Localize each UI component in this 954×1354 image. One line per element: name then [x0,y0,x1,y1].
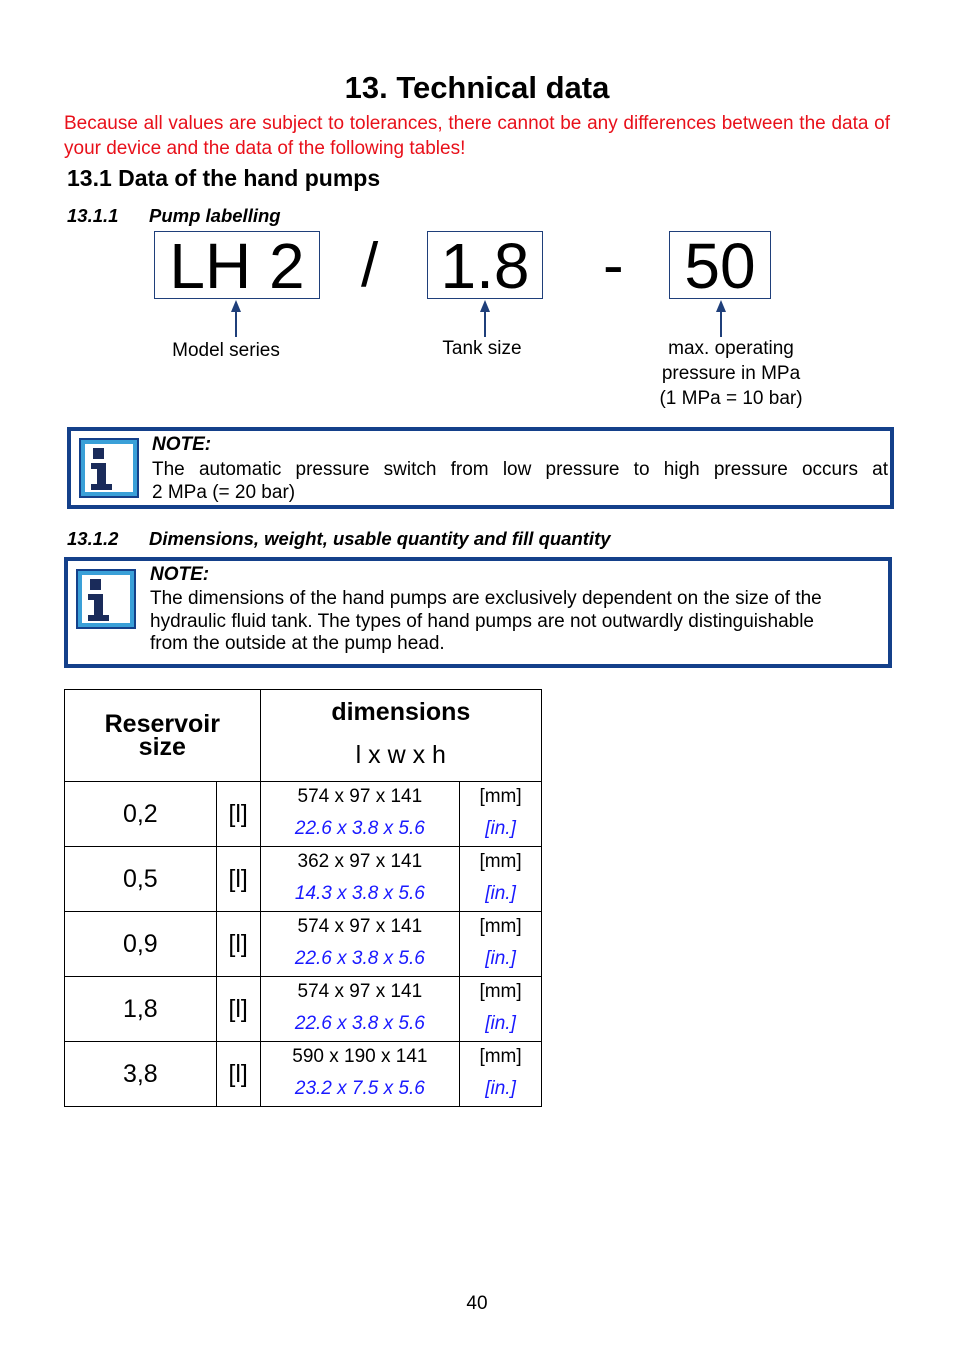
dimension-mm: 574 x 97 x 141 [297,786,423,807]
dimension-in: 23.2 x 7.5 x 5.6 [294,1078,425,1099]
reservoir-unit-cell: [l] [216,1042,260,1107]
dimension-mm: 574 x 97 x 141 [297,981,423,1002]
dimension-mm: 590 x 190 x 141 [292,1046,428,1067]
column-header-dimensions [260,690,541,782]
subsection-number: 13.1.1 [67,205,119,226]
info-icon [79,438,139,498]
unit-mm: [mm] [479,1046,522,1067]
caption-tank-size: Tank size [442,338,522,359]
reservoir-size-cell: 3,8 [65,1042,217,1107]
dimension-unit-cell [460,912,542,977]
caption-pressure [631,336,831,411]
unit-in: [in.] [485,818,516,839]
note-line: The dimensions of the hand pumps are exclusively dependent on the size of the [150,588,822,609]
subsection-title: Dimensions, weight, usable quantity and fill quantity [149,528,611,549]
header-line: dimensions [331,698,471,726]
dimension-mm: 362 x 97 x 141 [297,851,423,872]
dimension-unit-cell [460,847,542,912]
table-row [65,847,542,912]
dimension-values-cell [260,977,459,1042]
unit-mm: [mm] [479,786,522,807]
tank-size-box: 1.8 [427,231,543,299]
reservoir-unit-cell: [l] [216,847,260,912]
header-line: l x w x h [355,741,446,769]
unit-in: [in.] [485,883,516,904]
dash-separator: - [603,231,624,300]
reservoir-size-cell: 0,5 [65,847,217,912]
note-body [152,459,888,504]
note-line: from the outside at the pump head. [150,633,445,654]
reservoir-size-cell: 0,2 [65,782,217,847]
pressure-box: 50 [669,231,771,299]
note-line: 2 MPa (= 20 bar) [152,481,296,503]
dimensions-table [64,689,542,1107]
note-box-pressure-switch [67,427,894,509]
info-icon [76,569,136,629]
dimension-unit-cell [460,977,542,1042]
unit-in: [in.] [485,1013,516,1034]
dimension-values-cell [260,782,459,847]
reservoir-unit-cell: [l] [216,977,260,1042]
page-title: 13. Technical data [344,70,610,105]
dimension-values-cell [260,1042,459,1107]
reservoir-size-cell: 1,8 [65,977,217,1042]
page-number: 40 [466,1293,488,1314]
dimension-in: 14.3 x 3.8 x 5.6 [294,883,425,904]
header-line: Reservoir [104,709,220,738]
note-box-dimensions [64,557,892,668]
note-body [150,588,890,656]
note-line: hydraulic fluid tank. The types of hand pumps are not outwardly distinguishable [150,610,814,632]
unit-mm: [mm] [479,981,522,1002]
arrow-shaft [484,310,486,337]
caption-pressure-line: max. operating [668,338,794,359]
dimension-mm: 574 x 97 x 141 [297,916,423,937]
unit-mm: [mm] [479,916,522,937]
dimension-in: 22.6 x 3.8 x 5.6 [294,948,425,969]
dimension-in: 22.6 x 3.8 x 5.6 [294,818,425,839]
table-row [65,977,542,1042]
note-line: The automatic pressure switch from low pressure to high pressure occurs at [152,459,888,480]
caption-model-series: Model series [172,340,280,361]
dimension-values-cell [260,912,459,977]
section-heading: 13.1 Data of the hand pumps [67,165,381,191]
dimension-unit-cell [460,1042,542,1107]
reservoir-size-cell: 0,9 [65,912,217,977]
table-row [65,1042,542,1107]
unit-in: [in.] [485,948,516,969]
table-header-row [65,690,542,782]
dimension-in: 22.6 x 3.8 x 5.6 [294,1013,425,1034]
dimension-values-cell [260,847,459,912]
table-row [65,782,542,847]
slash-separator: / [361,231,379,300]
subsection-number: 13.1.2 [67,528,119,549]
caption-pressure-line: pressure in MPa [661,363,801,384]
subsection-title: Pump labelling [149,205,281,226]
arrow-shaft [235,310,237,337]
tolerance-warning: Because all values are subject to tolerances, there cannot be any differences between the data of your device and the data of the following tables! [64,113,890,159]
reservoir-unit-cell: [l] [216,912,260,977]
column-header-reservoir [65,690,261,782]
table-row [65,912,542,977]
dimension-unit-cell [460,782,542,847]
note-title: NOTE: [150,564,210,585]
caption-pressure-line: (1 MPa = 10 bar) [659,388,803,409]
header-line: size [138,732,186,761]
model-series-box: LH 2 [154,231,320,299]
unit-in: [in.] [485,1078,516,1099]
note-title: NOTE: [152,434,212,455]
unit-mm: [mm] [479,851,522,872]
arrow-shaft [720,310,722,337]
reservoir-unit-cell: [l] [216,782,260,847]
